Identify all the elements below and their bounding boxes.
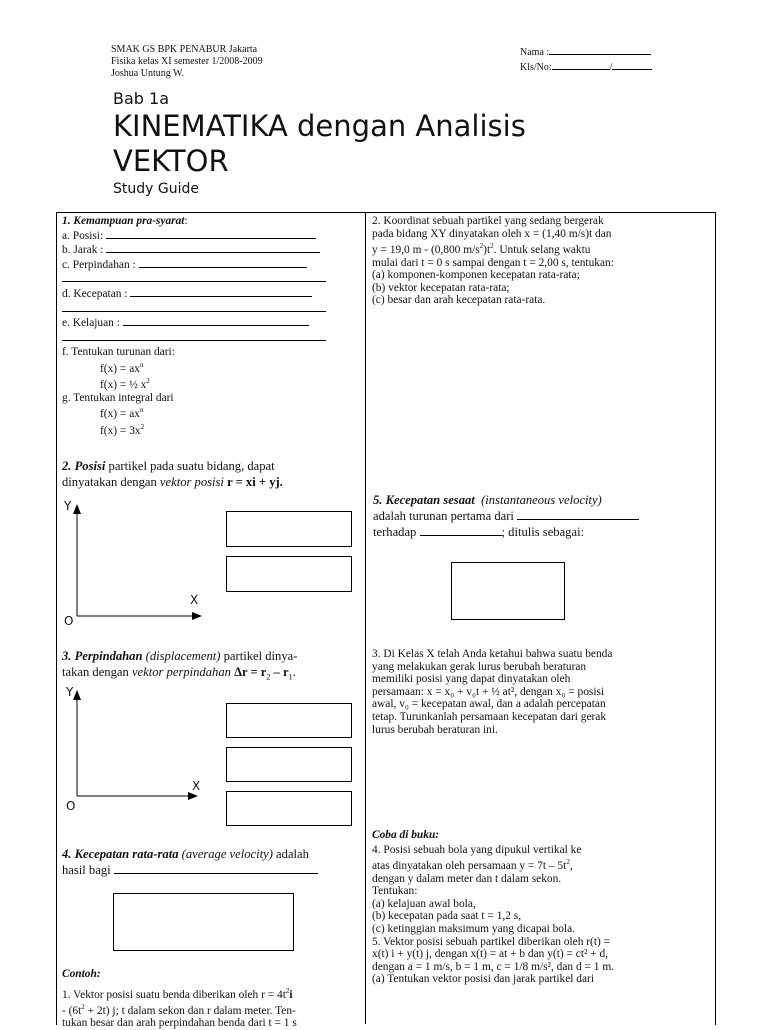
- chapter-label: Bab 1a: [113, 89, 170, 108]
- header-school-info: [111, 44, 263, 80]
- axis-x-label: X: [192, 779, 201, 793]
- item-c-field-2[interactable]: [62, 271, 326, 282]
- example-section: [62, 968, 362, 1030]
- item-e-field[interactable]: [123, 315, 309, 326]
- column-divider: [365, 212, 366, 1024]
- school-name: SMAK GS BPK PENABUR Jakarta: [111, 44, 258, 55]
- book-exercises-heading: Coba di buku:: [372, 829, 440, 841]
- course-name: Fisika kelas XI semester 1/2008-2009: [111, 56, 263, 67]
- author-name: Joshua Untung W.: [111, 68, 185, 79]
- answer-box[interactable]: [451, 562, 565, 620]
- example-1-line-3: tukan besar dan arah perpindahan benda dari t = 1 s: [62, 1017, 297, 1030]
- axis-origin-label: O: [66, 799, 76, 813]
- item-c-label: c. Perpindahan :: [62, 258, 136, 271]
- header-student-info: Nama : Kls/No: /: [520, 44, 652, 74]
- item-f2: f(x) = ½ $x^2$: [100, 377, 150, 392]
- with-respect-to-field[interactable]: [420, 525, 502, 536]
- item-b-field[interactable]: [106, 242, 320, 253]
- axis-y-label: Y: [66, 685, 74, 699]
- section-1-title: 1. Kemampuan pra-syarat:: [62, 215, 188, 227]
- average-velocity-field[interactable]: [114, 863, 318, 874]
- answer-box[interactable]: [226, 791, 352, 826]
- item-d-field[interactable]: [130, 286, 312, 297]
- answer-box[interactable]: [226, 511, 352, 547]
- axis-y-label: Y: [64, 499, 72, 513]
- section-3: 3. Perpindahan (displacement) partikel dinya- takan dengan vektor perpindahan $\Delta r = r_2 - r_1$.: [62, 649, 298, 682]
- item-f1: $f(x) = ax^n$: [100, 360, 144, 375]
- example-1-line-2: - $(6t^2 + 2t)$ j; t dalam sekon dan r dalam meter. Ten-: [62, 1002, 296, 1017]
- item-f-label: f. Tentukan turunan dari:: [62, 346, 175, 359]
- section-2: 2. Posisi partikel pada suatu bidang, dapat dinyatakan dengan vektor posisi r = xi + yj.: [62, 459, 283, 489]
- number-field[interactable]: [612, 59, 652, 70]
- section-5: 5. Kecepatan sesaat (instantaneous velocity) adalah turunan pertama dari terhadap ; ditulis sebagai:: [373, 492, 673, 540]
- class-field[interactable]: [552, 59, 610, 70]
- item-a-label: a. Posisi:: [62, 229, 104, 242]
- item-a-field[interactable]: [106, 228, 316, 239]
- derivative-of-field[interactable]: [517, 509, 639, 520]
- item-d-label: d. Kecepatan :: [62, 287, 128, 300]
- problem-3: 3. Di Kelas X telah Anda ketahui bahwa suatu benda yang melakukan gerak lurus berubah beraturan memiliki posisi yang dapat dinyatakan oleh persamaan: x = x₀ + v₀t + ½ at², dengan x₀ = posisi awal, v₀ = kecepatan awal, dan a adalah percepatan tetap. Turunkanlah persamaan kecepatan dari gerak lurus berubah beraturan ini.: [372, 648, 613, 736]
- item-c-field[interactable]: [139, 257, 307, 268]
- axis-origin-label: O: [64, 614, 74, 628]
- position-axes: [60, 500, 210, 625]
- left-column: [62, 215, 360, 437]
- page-title: [113, 109, 653, 179]
- answer-box[interactable]: [226, 703, 352, 738]
- answer-box[interactable]: [226, 556, 352, 592]
- item-e-label: e. Kelajuan :: [62, 317, 120, 330]
- item-e-field-2[interactable]: [62, 330, 326, 341]
- page-subtitle: Study Guide: [113, 181, 199, 197]
- title-line-2: VEKTOR: [113, 144, 229, 178]
- book-exercises: Coba di buku: 4. Posisi sebuah bola yang dipukul vertikal ke atas dinyatakan oleh persamaan $y = 7t - 5t^2$, dengan y dalam meter dan t dalam sekon. Tentukan: (a) kelajuan awal bola, (b) kecepatan pada saat t = 1,2 s, (c) ketinggian maksimum yang dicapai bola. 5. Vektor posisi sebuah partikel diberikan oleh r(t) = x(t) i + y(t) j, dengan x(t) = at + b dan y(t) = ct² + d, dengan a = 1 m/s, b = 1 m, c = 1/8 m/s², dan d = 1 m. (a) Tentukan vektor posisi dan jarak partikel dari: [372, 829, 615, 986]
- axis-x-label: X: [190, 593, 199, 607]
- answer-box[interactable]: [113, 893, 294, 951]
- displacement-axes: [60, 686, 210, 801]
- item-g2: $f(x) = 3x^2$: [100, 422, 145, 437]
- class-label: Kls/No:: [520, 62, 552, 73]
- answer-box[interactable]: [226, 747, 352, 782]
- item-g1: $f(x) = ax^n$: [100, 406, 144, 421]
- name-label: Nama :: [520, 47, 550, 58]
- title-line-1: KINEMATIKA dengan Analisis: [113, 109, 526, 143]
- item-b-label: b. Jarak :: [62, 244, 104, 257]
- example-heading: Contoh:: [62, 968, 101, 980]
- item-d-field-2[interactable]: [62, 301, 326, 312]
- item-g-label: g. Tentukan integral dari: [62, 391, 174, 404]
- example-1-line-1: 1. Vektor posisi suatu benda diberikan oleh $r = 4t^2i$: [62, 986, 293, 1001]
- problem-2: 2. Koordinat sebuah partikel yang sedang bergerak pada bidang XY dinyatakan oleh x = (1,40 m/s)t dan y = 19,0 m - (0,800 $m/s^2)t^2$. Untuk selang waktu mulai dari t = 0 s sampai dengan t = 2,00 s, tentukan: (a) komponen-komponen kecepatan rata-rata; (b) vektor kecepatan rata-rata; (c) besar dan arah kecepatan rata-rata.: [372, 215, 614, 307]
- section-4: 4. Kecepatan rata-rata (average velocity) adalah hasil bagi: [62, 846, 362, 878]
- name-field[interactable]: [549, 44, 651, 55]
